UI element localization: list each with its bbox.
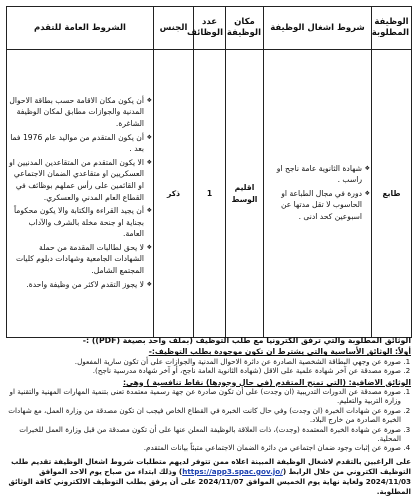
condition-item: ❖ لا يجوز التقدم لاكثر من وظيفة واحدة.: [9, 279, 151, 291]
cell-job-count: 1: [194, 50, 226, 338]
condition-item: ❖ أن يكون المتقدم من مواليد عام 1976 فما بعد .: [9, 132, 151, 155]
table-header-row: [7, 7, 412, 50]
list-item: 3. صورة عن شهادة الخبرة المعتمدة (وجدت)، ذات العلاقة بالوظيفة المعلن عنها على أن تكون مصدقة من قبل وزارة العمل للخبرات المحلية.: [6, 425, 401, 444]
cell-job-title: طابع: [372, 50, 412, 338]
cell-general-conditions: [7, 50, 154, 338]
documents-heading: الوثائق المطلوبة والتي ترفق الكترونيا مع طلب التوظيف (بملف واحد بصيغة (PDF)) :-: [82, 336, 411, 345]
basic-documents-heading: أولاً: الوثائق الأساسية والتي يشترط ان تكون موجودة بطلب التوظيف:-: [148, 347, 411, 357]
header-general-conditions: الشروط العامة للتقدم: [7, 7, 154, 50]
cell-job-duties: [264, 50, 372, 338]
application-link[interactable]: https://app3.spac.gov.jo/: [182, 466, 283, 476]
header-job-duties: شروط اشغال الوظيفة: [264, 7, 372, 50]
header-gender: الجنس: [154, 7, 194, 50]
header-job-count: عدد الوظائف: [194, 7, 226, 50]
duty-item: ❖ دورة في مجال الطباعة او الحاسوب لا تقل مدتها عن اسبوعين كحد ادنى .: [266, 188, 369, 223]
header-job-title: الوظيفة المطلوبة: [372, 7, 412, 50]
list-item: 4. صورة عن إثبات وجود ضمان اجتماعي من دائرة الضمان الاجتماعي متبئاً بيانات المتقدم.: [6, 443, 401, 452]
duty-item: ❖ شهادة الثانوية عامة ناجح او راسب .: [266, 163, 369, 186]
list-item: 2. صورة مصدقة عن آخر شهادة علمية على الاقل (شهادة الثانوية العامة ناجح، أو آخر شهادة مدرسية ناجح).: [6, 366, 401, 375]
table-row: [7, 50, 412, 338]
basic-documents-list: [6, 357, 411, 376]
condition-item: ❖ أن يكون مكان الاقامة حسب بطاقة الاحوال المدنية والجوازات مطابق لمكان الوظيفة الشاغرة.: [9, 95, 151, 130]
instructions-text: على الراغبين بالتقدم لاشغال الوظيفة المبينة اعلاه ممن تتوفر لديهم متطلبات شروط اشغال الوظيفة تقديم طلب التوظيف الكتروني من خلال الرابط: [11, 456, 411, 476]
application-instructions: على الراغبين بالتقدم لاشغال الوظيفة المبينة اعلاه ممن تتوفر لديهم متطلبات شروط اشغال الوظيفة تقديم طلب التوظيف الكتروني من خلال الرابط (https://app3.spac.gov.jo/) وذلك ابتداء من صباح يوم الاحد الموافق 2024/11/03 ولغاية نهاية يوم الخميس الموافق 2024/11/07 على أن يرفق بطلب التوظيف الالكتروني كافة الوثائق المطلوبة.: [8, 456, 411, 496]
extra-documents-list: [6, 387, 411, 453]
job-vacancy-table: [6, 6, 412, 338]
list-item: 1. صورة عن وجهي البطاقة الشخصية الصادرة عن دائرة الاحوال المدنية والجوازات على أن تكون سارية المفعول.: [6, 357, 401, 366]
duties-list: [266, 163, 369, 223]
required-documents-section: [6, 336, 411, 497]
cell-gender: ذكر: [154, 50, 194, 338]
condition-item: ❖ أن يجيد القراءة والكتابة والا يكون محكوماً بجناية او جنحة مخلة بالشرف والآداب العامة.: [9, 205, 151, 240]
cell-job-location: اقليم الوسط: [226, 50, 264, 338]
general-conditions-list: [9, 95, 151, 291]
list-item: 2. صورة عن شهادات الخبرة (ان وجدت) وفي حال كانت الخبرة في القطاع الخاص فيجب ان تكون مصدقة من وزارة العمل، مع شهادات الخبرة الصادرة من خارج البلاد.: [6, 406, 401, 425]
condition-item: ❖ الا يكون المتقدم من المتقاعدين المدنيين او العسكريين او متقاعدي الضمان الاجتماعي او القائمين على رأس عملهم بوظائف في القطاع العام المدني والعسكري.: [9, 157, 151, 203]
list-item: 1. صورة مصدقة عن الدورات التدريبية (ان وجدت) على أن تكون صادرة عن جهة رسمية معتمدة تعنى بتنمية المهارات المهنية والتقنية او وزارة التربية والتعليم.: [6, 387, 401, 406]
condition-item: ❖ لا يحق لطالبات المقدمة من حملة الشهادات الجامعية وشهادات دبلوم كليات المجتمع الشامل.: [9, 242, 151, 277]
extra-documents-heading: الوثائق الاضافية: (التي تمنح المتقدم (في حال وجودها) نقاط تنافسية ) وهي:: [122, 377, 411, 387]
instructions-dates: وذلك ابتداء من صباح يوم الاحد الموافق 2024/11/03 ولغاية نهاية يوم الخميس الموافق 2024/11/07 على أن يرفق بطلب التوظيف الالكتروني كافة الوثائق المطلوبة.: [8, 466, 411, 496]
header-job-location: مكان الوظيفة: [226, 7, 264, 50]
